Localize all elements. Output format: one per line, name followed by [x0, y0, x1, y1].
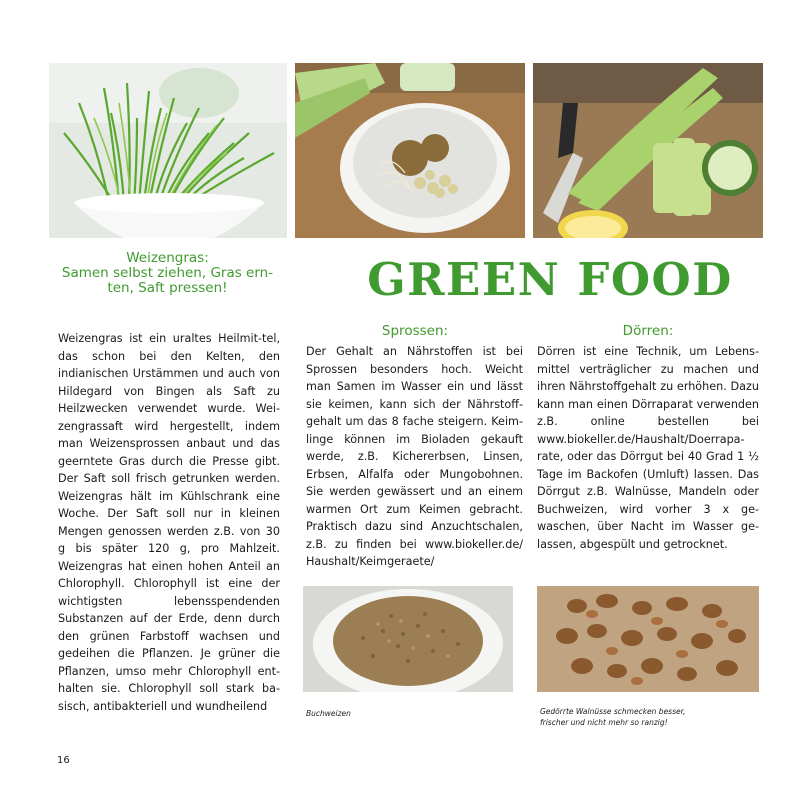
- wheatgrass-text: Weizengras ist ein uraltes Heilmit-tel, das schon bei den Kelten, den indianischen Urstämmen und auch von Hildegard von Bingen als Saft zu Heilzwecken verwendet wurde. Wei-zengrassaft wird hergestellt, indem man Weizensprossen anbaut und das geerntete Gras durch die Presse gibt. Der Saft soll frisch getrunken werden. Weizengras hält im Kühlschrank eine Woche. Der Saft soll nur in kleinen Mengen genossen werden z.B. von 30 g bis später 120 g, pro Mahlzeit. Weizengras hat einen hohen Anteil an Chlorophyll. Chlorophyll ist eine der wichtigsten lebensspendenden Substanzen auf der Erde, denn durch den grünen Farbstoff wachsen und gedeihen die Pflanzen. Je grüner die Pflanzen, umso mehr Chlorophyll ent-halten sie. Chlorophyll soll stark ba-sisch, antibakteriell und wundheilend: [58, 332, 280, 713]
- walnuts-caption: Gedörrte Walnüsse schmecken besser, frischer und nicht mehr so ranzig!: [540, 707, 686, 727]
- sprossen-text: Der Gehalt an Nährstoffen ist bei Sprossen besonders hoch. Weicht man Samen im Wasser ein und lässt sie keimen, kann sich der Nährstoff-gehalt um das 8 fache steigern. Keim-linge können im Bioladen gekauft werde, z.B. Kichererbsen, Linsen, Erbsen, Alfalfa oder Mungobohnen. Sie werden gewässert und an einem warmen Ort zum Keimen gebracht. Praktisch dazu sind Anzuchtschalen, z.B. zu finden bei www.biokeller.de/ Haushalt/Keimgeraete/: [306, 345, 523, 568]
- sprossen-heading: Sprossen:: [381, 323, 449, 339]
- wheatgrass-photo: [49, 63, 287, 238]
- doerren-text: Dörren ist eine Technik, um Lebens-mittel verträglicher zu machen und ihren Nährstoffgehalt zu erhöhen. Dazu kann man einen Dörraparat verwenden z.B. online bestellen bei www.biokeller.de/Haushalt/Doerrapa-rate, oder das Dörrgut bei 40 Grad 1 ½ Tage im Backofen (Umluft) lassen. Das Dörrgut z.B. Walnüsse, Mandeln oder Buchweizen, wird vorher 3 x ge-waschen, über Nacht im Wasser ge-lassen, abgespült und getrocknet.: [537, 345, 759, 551]
- sprouts-bowl-photo: [295, 63, 525, 238]
- buckwheat-caption: Buchweizen: [306, 709, 351, 718]
- celery-photo: [533, 63, 763, 238]
- doerren-heading: Dörren:: [622, 323, 674, 339]
- wheatgrass-heading: Weizengras: Samen selbst ziehen, Gras ern- ten, Saft pressen!: [61, 250, 274, 296]
- walnuts-photo: [537, 586, 759, 692]
- buckwheat-photo: [303, 586, 513, 692]
- page-title: GREEN FOOD: [367, 253, 733, 306]
- page-number: 16: [57, 755, 70, 766]
